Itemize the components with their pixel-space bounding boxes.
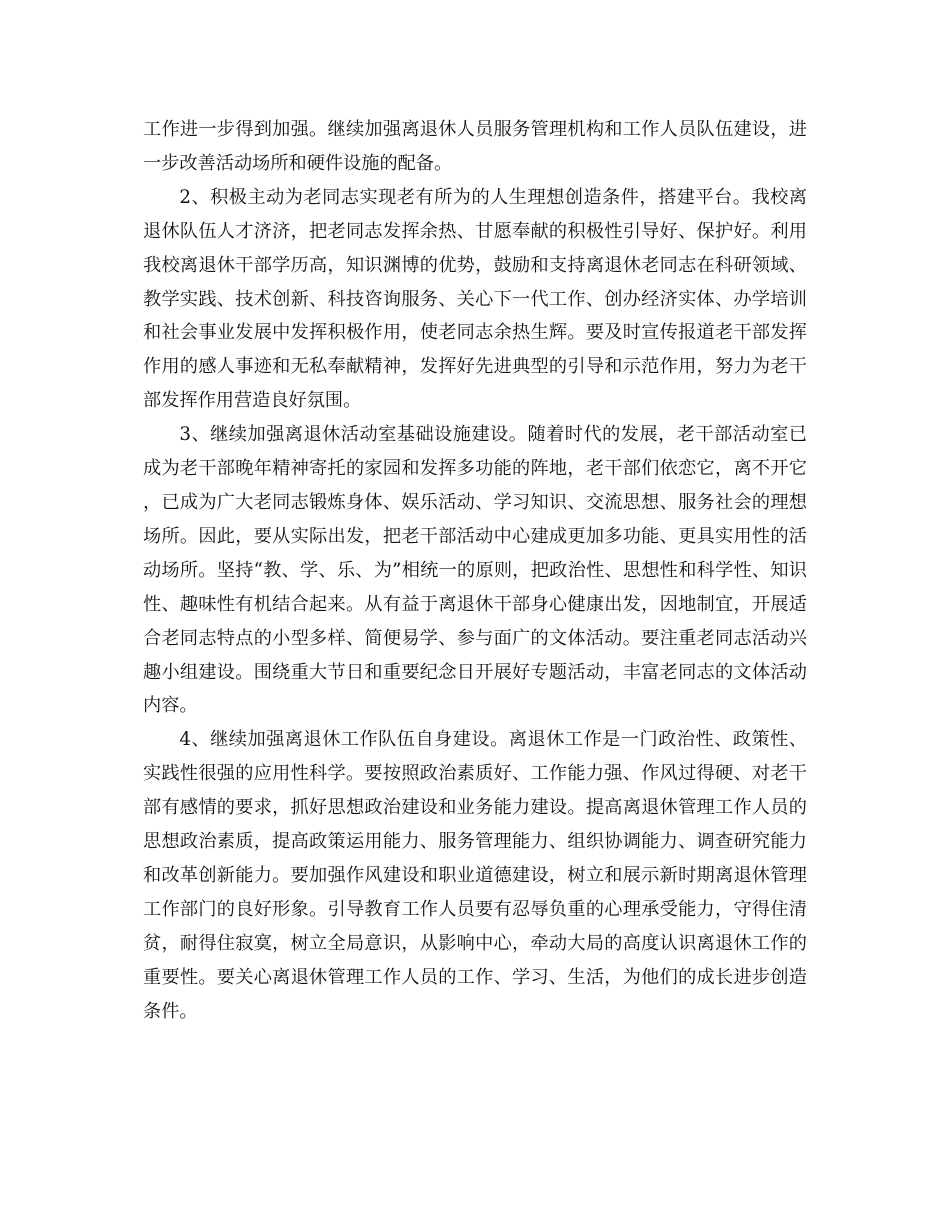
paragraph-continuation: 工作进一步得到加强。继续加强离退休人员服务管理机构和工作人员队伍建设，进一步改善活动场所和硬件设施的配备。 (143, 119, 807, 174)
paragraph-item-3: 3、继续加强离退休活动室基础设施建设。随着时代的发展，老干部活动室已成为老干部晚年精神寄托的家园和发挥多功能的阵地，老干部们依恋它，离不开它，已成为广大老同志锻炼身体、娱乐活动、学习知识、交流思想、服务社会的理想场所。因此，要从实际出发，把老干部活动中心建成更加多功能、更具实用性的活动场所。坚持“教、学、乐、为”相统一的原则，把政治性、思想性和科学性、知识性、趣味性有机结合起来。从有益于离退休干部身心健康出发，因地制宜，开展适合老同志特点的小型多样、简便易学、参与面广的文体活动。要注重老同志活动兴趣小组建设。围绕重大节日和重要纪念日开展好专题活动，丰富老同志的文体活动内容。 (143, 424, 807, 717)
document-body (143, 113, 807, 1028)
paragraph-item-4: 4、继续加强离退休工作队伍自身建设。离退休工作是一门政治性、政策性、实践性很强的应用性科学。要按照政治素质好、工作能力强、作风过得硬、对老干部有感情的要求，抓好思想政治建设和业务能力建设。提高离退休管理工作人员的思想政治素质，提高政策运用能力、服务管理能力、组织协调能力、调查研究能力和改革创新能力。要加强作风建设和职业道德建设，树立和展示新时期离退休管理工作部门的良好形象。引导教育工作人员要有忍辱负重的心理承受能力，守得住清贫，耐得住寂寞，树立全局意识，从影响中心，牵动大局的高度认识离退休工作的重要性。要关心离退休管理工作人员的工作、学习、生活，为他们的成长进步创造条件。 (143, 729, 807, 1022)
paragraph-item-2: 2、积极主动为老同志实现老有所为的人生理想创造条件，搭建平台。我校离退休队伍人才济济，把老同志发挥余热、甘愿奉献的积极性引导好、保护好。利用我校离退休干部学历高，知识渊博的优势，鼓励和支持离退休老同志在科研领域、教学实践、技术创新、科技咨询服务、关心下一代工作、创办经济实体、办学培训和社会事业发展中发挥积极作用，使老同志余热生辉。要及时宣传报道老干部发挥作用的感人事迹和无私奉献精神，发挥好先进典型的引导和示范作用，努力为老干部发挥作用营造良好氛围。 (143, 186, 807, 412)
